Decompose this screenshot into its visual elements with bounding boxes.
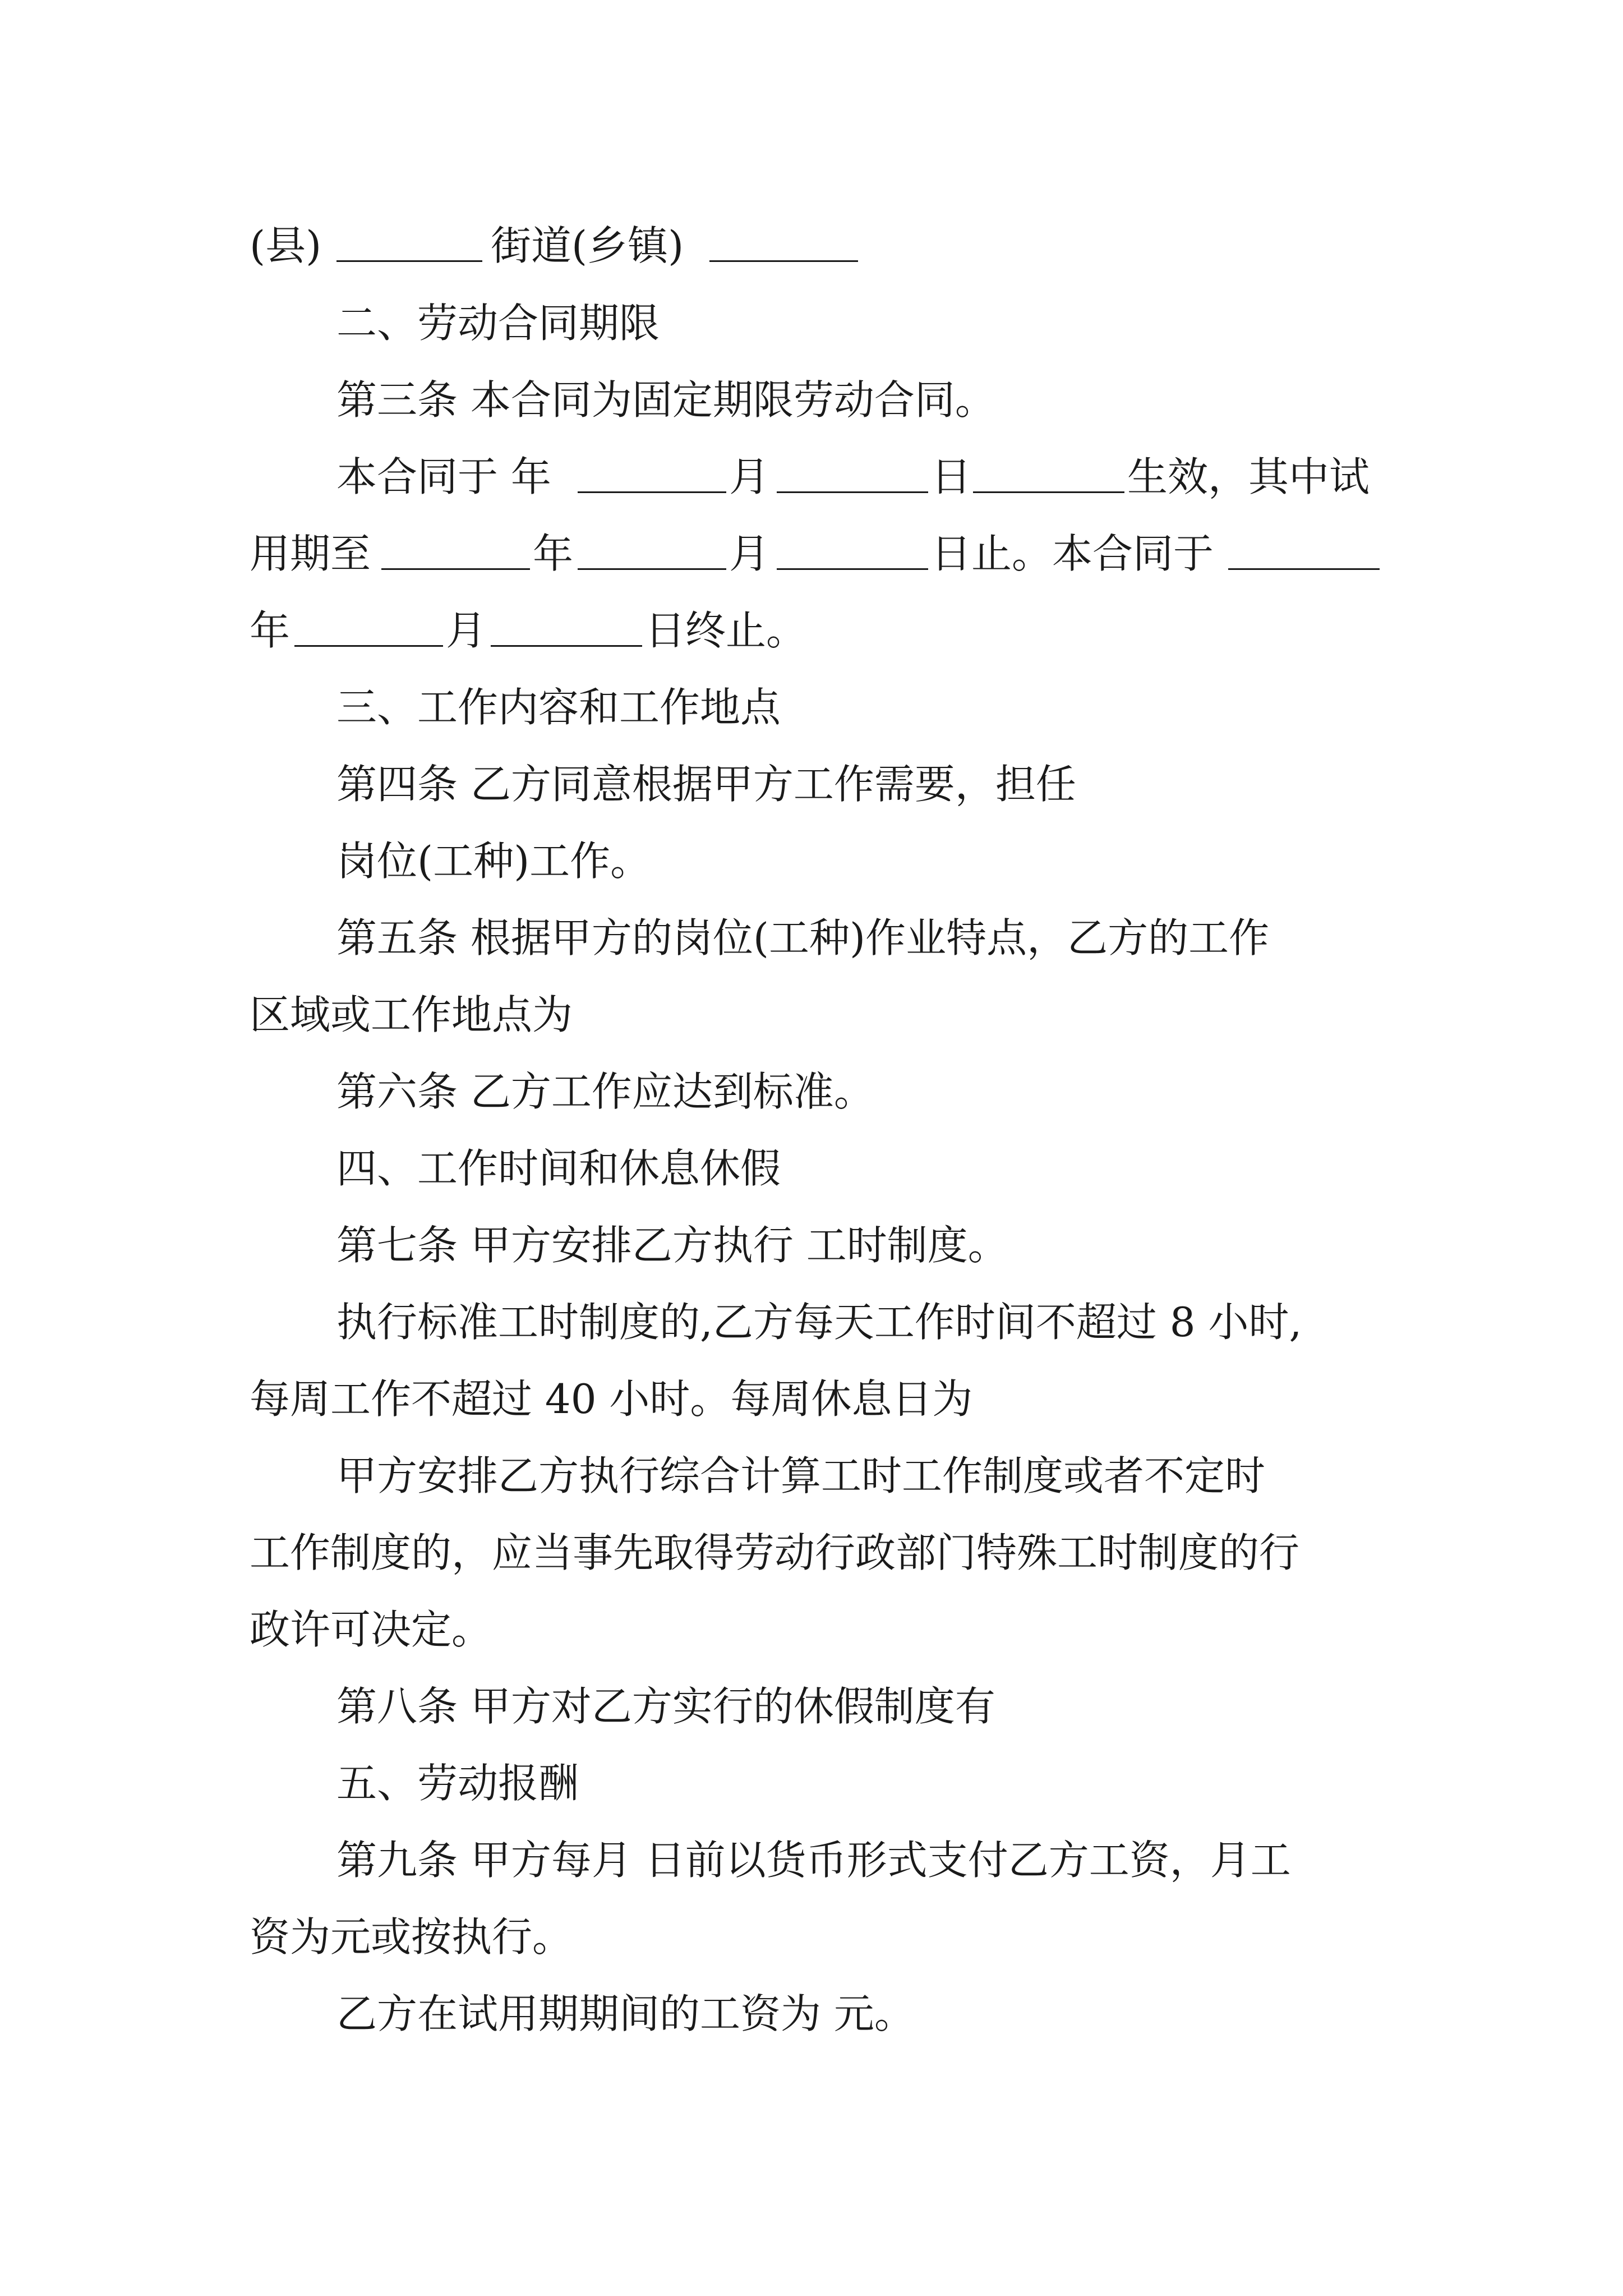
text-segment: 日止。本合同于 xyxy=(931,530,1214,577)
fill-blank xyxy=(381,568,530,570)
text-segment: 岗位(工种)工作。 xyxy=(336,838,651,885)
text-segment: 年 xyxy=(250,607,291,654)
fill-blank xyxy=(777,568,928,570)
text-segment: 生效，其中试 xyxy=(1127,453,1370,500)
text-line xyxy=(0,910,1623,966)
text-line xyxy=(0,372,1623,428)
text-segment: 月 xyxy=(446,607,487,654)
section-heading xyxy=(0,295,1623,351)
text-segment: 三、工作内容和工作地点 xyxy=(336,684,781,731)
text-segment: 工作制度的，应当事先取得劳动行政部门特殊工时制度的行 xyxy=(250,1529,1300,1576)
text-segment: 第六条 乙方工作应达到标准。 xyxy=(336,1068,874,1115)
text-line xyxy=(0,987,1623,1043)
text-segment: 二、劳动合同期限 xyxy=(336,300,660,347)
section-heading xyxy=(0,679,1623,735)
text-segment: 月 xyxy=(729,530,770,577)
text-segment: 资为元或按执行。 xyxy=(250,1913,573,1961)
text-line xyxy=(0,1525,1623,1581)
text-segment: 甲方安排乙方执行综合计算工时工作制度或者不定时 xyxy=(336,1452,1266,1499)
fill-blank xyxy=(491,645,642,647)
fill-blank xyxy=(578,568,726,570)
text-line xyxy=(0,1064,1623,1120)
text-segment: 乙方在试用期期间的工资为 元。 xyxy=(336,1990,915,2037)
text-line xyxy=(0,1217,1623,1273)
text-segment: 第七条 甲方安排乙方执行 工时制度。 xyxy=(336,1222,1008,1269)
text-line xyxy=(0,833,1623,889)
fill-blank xyxy=(1228,568,1380,570)
fill-blank xyxy=(578,491,726,493)
text-line xyxy=(0,1678,1623,1734)
text-segment: 年 xyxy=(533,530,574,577)
text-segment: 执行标准工时制度的,乙方每天工作时间不超过 8 小时, xyxy=(336,1299,1302,1346)
text-segment: 用期至 xyxy=(250,530,371,577)
text-segment: 第九条 甲方每月 日前以货币形式支付乙方工资，月工 xyxy=(336,1837,1291,1884)
fill-blank xyxy=(336,260,482,262)
text-line xyxy=(0,756,1623,812)
text-line xyxy=(0,602,1623,659)
text-line xyxy=(0,449,1623,505)
text-line xyxy=(0,1371,1623,1427)
text-segment: 第五条 根据甲方的岗位(工种)作业特点，乙方的工作 xyxy=(336,914,1270,961)
text-line xyxy=(0,1986,1623,2042)
text-segment: 本合同于 年 xyxy=(336,453,551,500)
text-segment: 月 xyxy=(729,453,770,500)
text-line xyxy=(0,526,1623,582)
section-heading xyxy=(0,1140,1623,1197)
text-segment: 日 xyxy=(931,453,972,500)
text-segment: 四、工作时间和休息休假 xyxy=(336,1145,781,1192)
text-segment: 每周工作不超过 40 小时。每周休息日为 xyxy=(250,1375,973,1423)
text-line xyxy=(0,1448,1623,1504)
fill-blank xyxy=(709,260,858,262)
fill-blank xyxy=(973,491,1124,493)
fill-blank xyxy=(294,645,443,647)
text-segment: (县) xyxy=(250,222,322,269)
text-line xyxy=(0,218,1623,274)
text-line xyxy=(0,1602,1623,1658)
text-segment: 五、劳动报酬 xyxy=(336,1760,579,1807)
text-line xyxy=(0,1294,1623,1350)
text-line xyxy=(0,1909,1623,1965)
text-segment: 日终止。 xyxy=(645,607,807,654)
text-segment: 街道(乡镇) xyxy=(491,222,684,269)
text-segment: 区域或工作地点为 xyxy=(250,991,573,1038)
text-line xyxy=(0,1832,1623,1888)
text-segment: 第八条 甲方对乙方实行的休假制度有 xyxy=(336,1683,995,1730)
text-segment: 第三条 本合同为固定期限劳动合同。 xyxy=(336,376,995,424)
section-heading xyxy=(0,1755,1623,1811)
text-segment: 第四条 乙方同意根据甲方工作需要，担任 xyxy=(336,761,1076,808)
fill-blank xyxy=(777,491,928,493)
text-segment: 政许可决定。 xyxy=(250,1606,492,1653)
